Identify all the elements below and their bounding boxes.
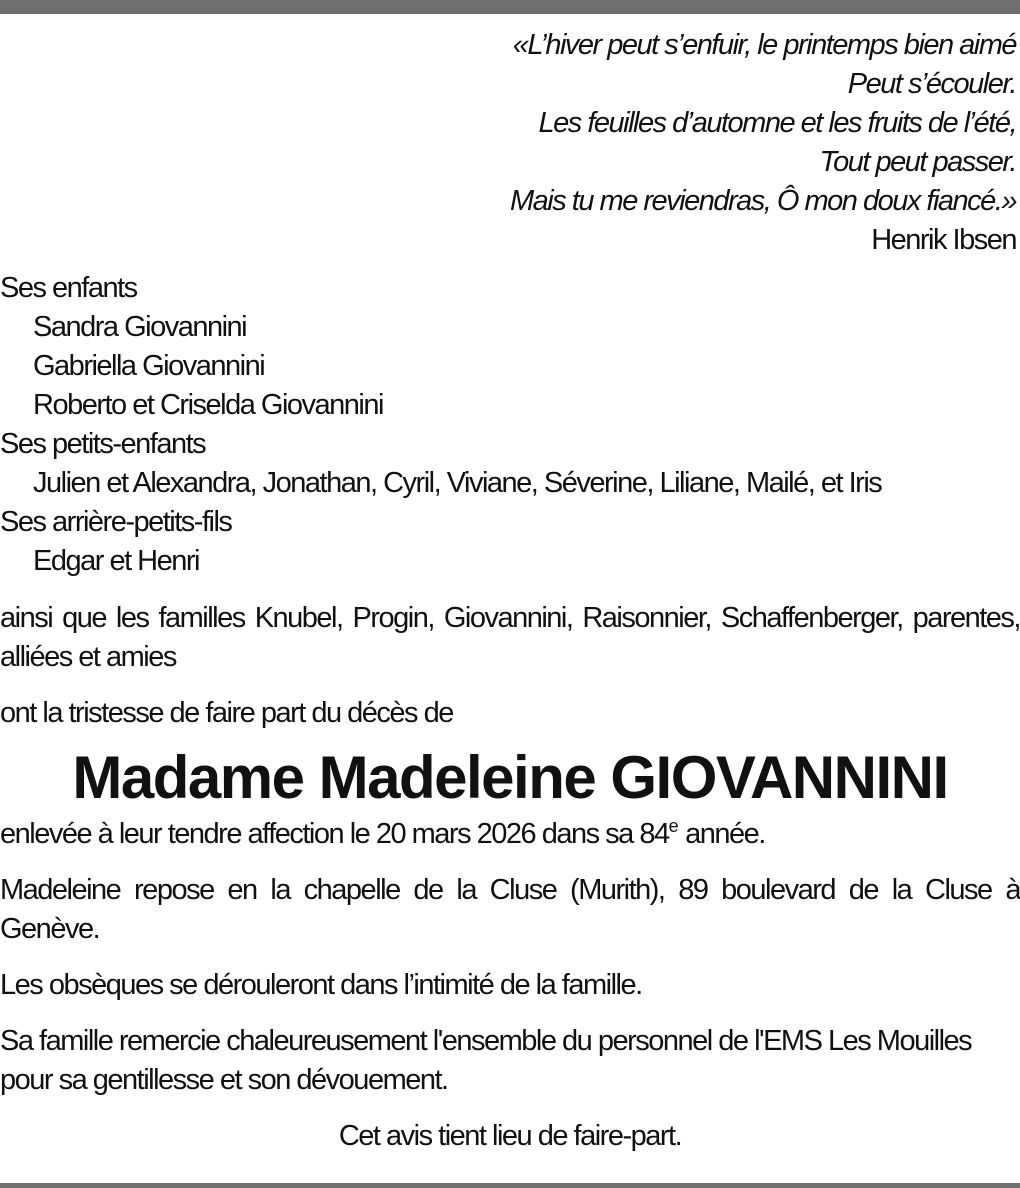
top-rule xyxy=(0,0,1020,14)
bottom-rule xyxy=(0,1183,1020,1188)
obituary-notice xyxy=(0,26,1020,1156)
grandchildren-names: Julien et Alexandra, Jonathan, Cyril, Viviane, Séverine, Liliane, Mailé, et Iris xyxy=(33,467,882,499)
child-name: Roberto et Criselda Giovannini xyxy=(33,389,383,421)
poem-line: Peut s’écouler. xyxy=(847,68,1016,100)
announcement-line: ont la tristesse de faire part du décès de xyxy=(0,697,453,729)
great-grandchildren-title: Ses arrière-petits-fils xyxy=(0,506,232,538)
death-paragraph xyxy=(0,815,1016,854)
family-list xyxy=(0,269,1016,581)
poem-line: Tout peut passer. xyxy=(819,146,1016,178)
funeral-paragraph: Les obsèques se dérouleront dans l’intimité de la famille. xyxy=(0,969,642,1001)
poem-line: Les feuilles d’automne et les fruits de l’été, xyxy=(538,107,1016,139)
poem-line: «L’hiver peut s’enfuir, le printemps bien aimé xyxy=(512,29,1016,61)
thanks-paragraph: Sa famille remercie chaleureusement l'ensemble du personnel de l'EMS Les Mouilles pour sa gentillesse et son dévouement. xyxy=(0,1025,972,1096)
child-name: Gabriella Giovannini xyxy=(33,350,265,382)
death-text-end: année. xyxy=(678,818,765,850)
viewing-paragraph: Madeleine repose en la chapelle de la Cluse (Murith), 89 boulevard de la Cluse à Genève. xyxy=(0,874,1020,945)
child-name: Sandra Giovannini xyxy=(33,311,247,343)
grandchildren-title: Ses petits-enfants xyxy=(0,428,206,460)
relatives-paragraph: ainsi que les familles Knubel, Progin, Giovannini, Raisonnier, Schaffenberger, parentes, alliées et amies xyxy=(0,602,1020,673)
poem-quote xyxy=(0,26,1016,260)
death-text: enlevée à leur tendre affection le 20 mars 2026 dans sa 84 xyxy=(0,818,669,850)
poem-author: Henrik Ibsen xyxy=(871,224,1016,256)
great-grandchildren-names: Edgar et Henri xyxy=(33,545,199,577)
children-title: Ses enfants xyxy=(0,272,137,304)
ordinal-suffix: e xyxy=(668,816,679,836)
deceased-name: Madame Madeleine GIOVANNINI xyxy=(72,744,948,811)
notice-line: Cet avis tient lieu de faire-part. xyxy=(338,1120,682,1152)
poem-line: Mais tu me reviendras, Ô mon doux fiancé.» xyxy=(510,185,1016,217)
